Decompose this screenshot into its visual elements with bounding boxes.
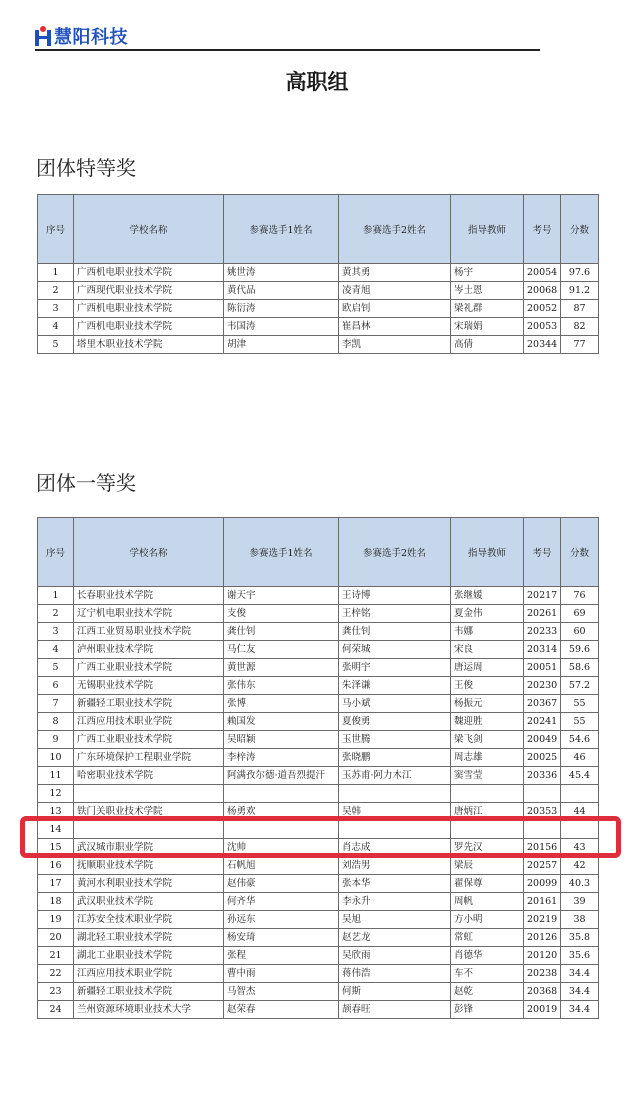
cell-school: 黄河水利职业技术学院 xyxy=(74,875,224,893)
table-row xyxy=(38,983,599,1001)
table-header-row xyxy=(38,518,599,587)
table-row xyxy=(38,929,599,947)
cell-exam-no: 20257 xyxy=(524,857,561,875)
cell-player1: 陈衍涛 xyxy=(224,300,339,318)
table-row xyxy=(38,264,599,282)
cell-school: 广东环境保护工程职业学院 xyxy=(74,749,224,767)
cell-school: 铁门关职业技术学院 xyxy=(74,803,224,821)
cell-teacher: 常虹 xyxy=(451,929,524,947)
cell-school: 江西工业贸易职业技术学院 xyxy=(74,623,224,641)
cell-school: 新疆轻工职业技术学院 xyxy=(74,983,224,1001)
logo-mark-icon xyxy=(35,26,51,46)
cell-exam-no: 20344 xyxy=(524,336,561,354)
column-header-player2: 参赛选手2姓名 xyxy=(339,195,451,264)
cell-exam-no: 20053 xyxy=(524,318,561,336)
cell-player2 xyxy=(339,821,451,839)
cell-exam-no: 20025 xyxy=(524,749,561,767)
cell-idx: 12 xyxy=(38,785,74,803)
cell-player1: 赵伟豪 xyxy=(224,875,339,893)
section-title-special-award: 团体特等奖 xyxy=(36,156,136,180)
cell-player2: 欧启钊 xyxy=(339,300,451,318)
special-award-table xyxy=(37,194,599,354)
cell-idx: 5 xyxy=(38,659,74,677)
cell-exam-no: 20314 xyxy=(524,641,561,659)
column-header-player1: 参赛选手1姓名 xyxy=(224,195,339,264)
cell-teacher: 张继媛 xyxy=(451,587,524,605)
column-header-exam-no: 考号 xyxy=(524,195,561,264)
cell-player1: 李梓涛 xyxy=(224,749,339,767)
cell-player2: 赵艺龙 xyxy=(339,929,451,947)
cell-exam-no: 20049 xyxy=(524,731,561,749)
cell-score: 45.4 xyxy=(561,767,599,785)
cell-school: 辽宁机电职业技术学院 xyxy=(74,605,224,623)
cell-school: 兰州资源环境职业技术大学 xyxy=(74,1001,224,1019)
cell-exam-no: 20353 xyxy=(524,803,561,821)
cell-player1: 石帆旭 xyxy=(224,857,339,875)
cell-player1 xyxy=(224,821,339,839)
column-header-player2: 参赛选手2姓名 xyxy=(339,518,451,587)
cell-school: 广西工业职业技术学院 xyxy=(74,731,224,749)
cell-player1: 韦国涛 xyxy=(224,318,339,336)
cell-idx: 4 xyxy=(38,641,74,659)
cell-player2: 夏俊勇 xyxy=(339,713,451,731)
section-title-first-prize: 团体一等奖 xyxy=(36,471,136,495)
cell-player2: 何斯 xyxy=(339,983,451,1001)
cell-teacher: 唐炳江 xyxy=(451,803,524,821)
cell-idx: 9 xyxy=(38,731,74,749)
cell-teacher xyxy=(451,785,524,803)
cell-school: 抚顺职业技术学院 xyxy=(74,857,224,875)
cell-score: 54.6 xyxy=(561,731,599,749)
table-row xyxy=(38,677,599,695)
table-row xyxy=(38,821,599,839)
column-header-player1: 参赛选手1姓名 xyxy=(224,518,339,587)
cell-exam-no: 20019 xyxy=(524,1001,561,1019)
cell-idx: 22 xyxy=(38,965,74,983)
cell-exam-no: 20230 xyxy=(524,677,561,695)
cell-player2: 刘浩男 xyxy=(339,857,451,875)
cell-exam-no: 20120 xyxy=(524,947,561,965)
cell-player1: 赖国发 xyxy=(224,713,339,731)
cell-teacher: 翟保尊 xyxy=(451,875,524,893)
cell-player2: 玉世腾 xyxy=(339,731,451,749)
cell-teacher: 夏金伟 xyxy=(451,605,524,623)
cell-player1: 杨勇欢 xyxy=(224,803,339,821)
table-row xyxy=(38,713,599,731)
column-header-idx: 序号 xyxy=(38,518,74,587)
cell-teacher: 彭锋 xyxy=(451,1001,524,1019)
column-header-teacher: 指导教师 xyxy=(451,195,524,264)
cell-player2: 颉春旺 xyxy=(339,1001,451,1019)
cell-school xyxy=(74,785,224,803)
cell-idx: 5 xyxy=(38,336,74,354)
cell-idx: 7 xyxy=(38,695,74,713)
cell-score: 40.3 xyxy=(561,875,599,893)
cell-player2: 崔昌林 xyxy=(339,318,451,336)
cell-school: 哈密职业技术学院 xyxy=(74,767,224,785)
cell-school: 塔里木职业技术学院 xyxy=(74,336,224,354)
cell-school: 湖北工业职业技术学院 xyxy=(74,947,224,965)
cell-score: 59.6 xyxy=(561,641,599,659)
cell-player1: 张博 xyxy=(224,695,339,713)
cell-score: 76 xyxy=(561,587,599,605)
cell-score xyxy=(561,821,599,839)
cell-teacher: 梁飞剑 xyxy=(451,731,524,749)
cell-school: 长春职业技术学院 xyxy=(74,587,224,605)
cell-exam-no: 20161 xyxy=(524,893,561,911)
cell-score: 58.6 xyxy=(561,659,599,677)
column-header-teacher: 指导教师 xyxy=(451,518,524,587)
cell-score: 46 xyxy=(561,749,599,767)
cell-exam-no: 20261 xyxy=(524,605,561,623)
cell-teacher: 王俊 xyxy=(451,677,524,695)
cell-player1: 马智杰 xyxy=(224,983,339,1001)
cell-player1 xyxy=(224,785,339,803)
cell-player2: 王诗博 xyxy=(339,587,451,605)
cell-idx: 4 xyxy=(38,318,74,336)
cell-player1: 马仁友 xyxy=(224,641,339,659)
table-row xyxy=(38,300,599,318)
cell-teacher: 岑土恩 xyxy=(451,282,524,300)
column-header-idx: 序号 xyxy=(38,195,74,264)
cell-idx: 18 xyxy=(38,893,74,911)
cell-idx: 17 xyxy=(38,875,74,893)
cell-teacher: 唐运周 xyxy=(451,659,524,677)
company-logo xyxy=(35,22,128,50)
table-row xyxy=(38,803,599,821)
cell-score: 34.4 xyxy=(561,1001,599,1019)
cell-idx: 1 xyxy=(38,264,74,282)
cell-player2: 朱泽谦 xyxy=(339,677,451,695)
cell-exam-no: 20238 xyxy=(524,965,561,983)
cell-school: 广西现代职业技术学院 xyxy=(74,282,224,300)
cell-player2: 张明宇 xyxy=(339,659,451,677)
cell-exam-no: 20126 xyxy=(524,929,561,947)
cell-teacher: 魏迎胜 xyxy=(451,713,524,731)
cell-school: 泸州职业技术学院 xyxy=(74,641,224,659)
cell-school: 广西工业职业技术学院 xyxy=(74,659,224,677)
cell-score xyxy=(561,785,599,803)
cell-score: 87 xyxy=(561,300,599,318)
table-row xyxy=(38,731,599,749)
cell-player1: 沈帅 xyxy=(224,839,339,857)
table-row xyxy=(38,767,599,785)
cell-idx: 6 xyxy=(38,677,74,695)
cell-exam-no: 20156 xyxy=(524,839,561,857)
cell-teacher: 宋良 xyxy=(451,641,524,659)
page-title: 高职组 xyxy=(285,70,349,94)
cell-score: 55 xyxy=(561,695,599,713)
cell-player1: 支俊 xyxy=(224,605,339,623)
table-row xyxy=(38,659,599,677)
column-header-school: 学校名称 xyxy=(74,195,224,264)
cell-player2: 马小斌 xyxy=(339,695,451,713)
cell-idx: 21 xyxy=(38,947,74,965)
cell-teacher: 梁礼群 xyxy=(451,300,524,318)
header-divider xyxy=(35,49,540,51)
cell-score: 38 xyxy=(561,911,599,929)
cell-player2: 张晓鹏 xyxy=(339,749,451,767)
cell-school: 武汉职业技术学院 xyxy=(74,893,224,911)
cell-player1: 张程 xyxy=(224,947,339,965)
cell-idx: 8 xyxy=(38,713,74,731)
cell-school: 武汉城市职业学院 xyxy=(74,839,224,857)
table-row xyxy=(38,947,599,965)
cell-player2: 龚仕钊 xyxy=(339,623,451,641)
cell-teacher: 周志雄 xyxy=(451,749,524,767)
cell-teacher: 宋瑞娟 xyxy=(451,318,524,336)
cell-player1: 吴昭颖 xyxy=(224,731,339,749)
cell-teacher: 梁辰 xyxy=(451,857,524,875)
cell-player1: 孙远东 xyxy=(224,911,339,929)
cell-idx: 14 xyxy=(38,821,74,839)
cell-exam-no: 20099 xyxy=(524,875,561,893)
cell-player1: 赵荣春 xyxy=(224,1001,339,1019)
table-row xyxy=(38,336,599,354)
table-row xyxy=(38,641,599,659)
table-row xyxy=(38,695,599,713)
cell-player2: 吴韩 xyxy=(339,803,451,821)
cell-player2: 吴欣雨 xyxy=(339,947,451,965)
cell-idx: 3 xyxy=(38,300,74,318)
column-header-score: 分数 xyxy=(561,195,599,264)
cell-exam-no xyxy=(524,821,561,839)
cell-player1: 胡津 xyxy=(224,336,339,354)
cell-player1: 黄世源 xyxy=(224,659,339,677)
cell-player1: 张伟东 xyxy=(224,677,339,695)
cell-score: 42 xyxy=(561,857,599,875)
cell-score: 69 xyxy=(561,605,599,623)
cell-school xyxy=(74,821,224,839)
cell-player2: 吴旭 xyxy=(339,911,451,929)
table-row xyxy=(38,857,599,875)
cell-idx: 3 xyxy=(38,623,74,641)
cell-score: 57.2 xyxy=(561,677,599,695)
cell-school: 广西机电职业技术学院 xyxy=(74,300,224,318)
cell-player2: 李永升 xyxy=(339,893,451,911)
cell-teacher: 杨振元 xyxy=(451,695,524,713)
cell-idx: 19 xyxy=(38,911,74,929)
cell-score: 91.2 xyxy=(561,282,599,300)
cell-exam-no: 20233 xyxy=(524,623,561,641)
column-header-exam-no: 考号 xyxy=(524,518,561,587)
cell-player2: 李凯 xyxy=(339,336,451,354)
cell-score: 55 xyxy=(561,713,599,731)
cell-player1: 姚世涛 xyxy=(224,264,339,282)
table-row xyxy=(38,318,599,336)
cell-player2: 凌青旭 xyxy=(339,282,451,300)
cell-idx: 23 xyxy=(38,983,74,1001)
cell-idx: 11 xyxy=(38,767,74,785)
cell-player2: 肖志成 xyxy=(339,839,451,857)
cell-school: 江西应用技术职业学院 xyxy=(74,713,224,731)
cell-score: 39 xyxy=(561,893,599,911)
table-row xyxy=(38,785,599,803)
cell-player1: 曹中雨 xyxy=(224,965,339,983)
table-body xyxy=(38,587,599,1019)
table-row xyxy=(38,587,599,605)
table-row xyxy=(38,1001,599,1019)
cell-score: 35.8 xyxy=(561,929,599,947)
cell-idx: 13 xyxy=(38,803,74,821)
table-row xyxy=(38,282,599,300)
cell-teacher: 方小明 xyxy=(451,911,524,929)
cell-player1: 龚仕钊 xyxy=(224,623,339,641)
table-row xyxy=(38,965,599,983)
first-prize-table xyxy=(37,517,599,1019)
cell-idx: 2 xyxy=(38,282,74,300)
cell-exam-no: 20217 xyxy=(524,587,561,605)
cell-teacher: 周帆 xyxy=(451,893,524,911)
cell-exam-no: 20241 xyxy=(524,713,561,731)
cell-score: 35.6 xyxy=(561,947,599,965)
table-row xyxy=(38,605,599,623)
table-body xyxy=(38,264,599,354)
cell-school: 江苏安全技术职业学院 xyxy=(74,911,224,929)
cell-exam-no: 20052 xyxy=(524,300,561,318)
cell-player1: 谢天宇 xyxy=(224,587,339,605)
cell-teacher: 车不 xyxy=(451,965,524,983)
company-name: 慧阳科技 xyxy=(54,27,128,48)
cell-idx: 1 xyxy=(38,587,74,605)
cell-exam-no: 20068 xyxy=(524,282,561,300)
table-header-row xyxy=(38,195,599,264)
cell-player2: 何荣城 xyxy=(339,641,451,659)
cell-player2: 蒋伟浩 xyxy=(339,965,451,983)
cell-school: 无锡职业技术学院 xyxy=(74,677,224,695)
column-header-score: 分数 xyxy=(561,518,599,587)
cell-exam-no xyxy=(524,785,561,803)
table-row xyxy=(38,623,599,641)
table-row xyxy=(38,749,599,767)
cell-player1: 何齐华 xyxy=(224,893,339,911)
cell-player2 xyxy=(339,785,451,803)
cell-idx: 15 xyxy=(38,839,74,857)
cell-teacher: 肖德华 xyxy=(451,947,524,965)
cell-school: 湖北轻工职业技术学院 xyxy=(74,929,224,947)
cell-score: 34.4 xyxy=(561,965,599,983)
cell-player2: 王梓铭 xyxy=(339,605,451,623)
cell-score: 60 xyxy=(561,623,599,641)
table-row xyxy=(38,911,599,929)
cell-exam-no: 20336 xyxy=(524,767,561,785)
cell-exam-no: 20054 xyxy=(524,264,561,282)
cell-idx: 24 xyxy=(38,1001,74,1019)
cell-idx: 20 xyxy=(38,929,74,947)
cell-school: 江西应用技术职业学院 xyxy=(74,965,224,983)
column-header-school: 学校名称 xyxy=(74,518,224,587)
cell-score: 43 xyxy=(561,839,599,857)
cell-player2: 黄其勇 xyxy=(339,264,451,282)
cell-player2: 玉苏甫·阿力木江 xyxy=(339,767,451,785)
cell-teacher: 窦雪莹 xyxy=(451,767,524,785)
cell-teacher: 赵乾 xyxy=(451,983,524,1001)
cell-idx: 10 xyxy=(38,749,74,767)
cell-idx: 16 xyxy=(38,857,74,875)
cell-school: 广西机电职业技术学院 xyxy=(74,318,224,336)
cell-school: 广西机电职业技术学院 xyxy=(74,264,224,282)
cell-teacher xyxy=(451,821,524,839)
table-row xyxy=(38,875,599,893)
cell-exam-no: 20368 xyxy=(524,983,561,1001)
cell-player1: 杨安琦 xyxy=(224,929,339,947)
cell-teacher: 杨宇 xyxy=(451,264,524,282)
cell-score: 77 xyxy=(561,336,599,354)
cell-score: 82 xyxy=(561,318,599,336)
cell-player1: 阿满孜尔德·道吾烈提汗 xyxy=(224,767,339,785)
table-row xyxy=(38,893,599,911)
cell-teacher: 罗先汉 xyxy=(451,839,524,857)
cell-score: 44 xyxy=(561,803,599,821)
cell-teacher: 韦娜 xyxy=(451,623,524,641)
cell-teacher: 高倩 xyxy=(451,336,524,354)
cell-player1: 黄代品 xyxy=(224,282,339,300)
cell-exam-no: 20051 xyxy=(524,659,561,677)
cell-score: 34.4 xyxy=(561,983,599,1001)
cell-score: 97.6 xyxy=(561,264,599,282)
table-row xyxy=(38,839,599,857)
cell-player2: 张本华 xyxy=(339,875,451,893)
cell-idx: 2 xyxy=(38,605,74,623)
cell-school: 新疆轻工职业技术学院 xyxy=(74,695,224,713)
cell-exam-no: 20219 xyxy=(524,911,561,929)
cell-exam-no: 20367 xyxy=(524,695,561,713)
